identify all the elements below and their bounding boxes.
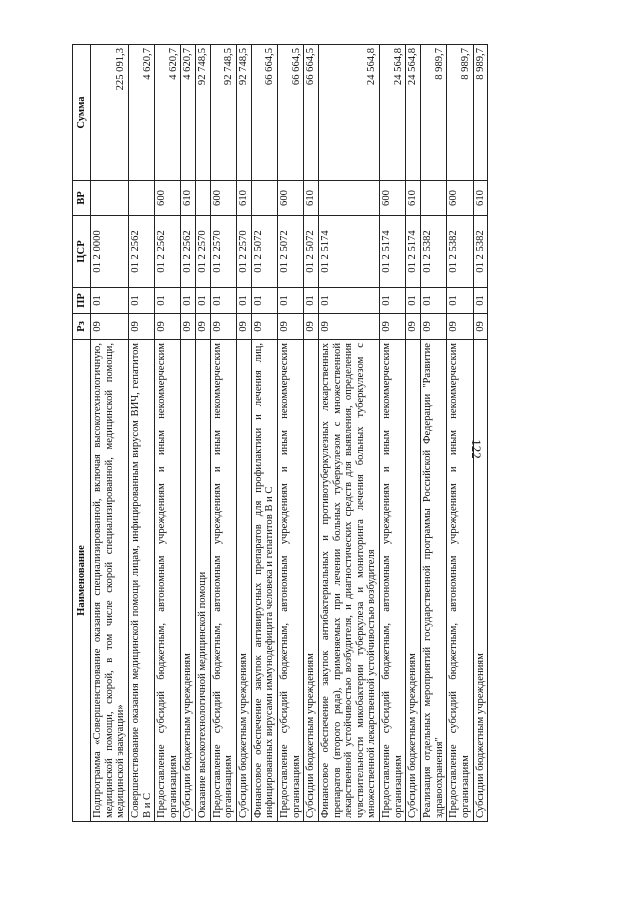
- cell-vr: 610: [181, 181, 196, 216]
- cell-sum: 225 091,3: [91, 45, 129, 181]
- table-header-row: [73, 45, 91, 822]
- cell-name: Подпрограмма «Совершенствование оказания специализированной, включая высокотехнологичную, медицинской помощи, скорой, в том числе скорой специализированной, медицинской помощи, медицинской эвакуации»: [91, 340, 129, 822]
- cell-pr: 01: [447, 288, 473, 314]
- cell-csr: 01 2 5072: [304, 216, 319, 288]
- cell-pr: 01: [181, 288, 196, 314]
- cell-pr: 01: [421, 288, 447, 314]
- cell-csr: 01 2 5382: [447, 216, 473, 288]
- cell-sum: 66 664,5: [251, 45, 277, 181]
- table-row: [237, 45, 252, 822]
- table-row: [318, 45, 379, 822]
- table-row: [196, 45, 211, 822]
- page-number: 122: [469, 439, 484, 459]
- header-csr: ЦСР: [73, 216, 91, 288]
- cell-sum: 24 564,8: [406, 45, 421, 181]
- cell-sum: 8 989,7: [421, 45, 447, 181]
- cell-pr: 01: [155, 288, 181, 314]
- table-row: [380, 45, 406, 822]
- cell-rz: 09: [196, 314, 211, 340]
- cell-rz: 09: [128, 314, 154, 340]
- cell-pr: 01: [237, 288, 252, 314]
- cell-sum: 92 748,5: [237, 45, 252, 181]
- cell-rz: 09: [421, 314, 447, 340]
- cell-name: Реализация отдельных мероприятий государственной программы Российской Федерации "Развитие здравоохранения": [421, 340, 447, 822]
- cell-rz: 09: [91, 314, 129, 340]
- cell-sum: 92 748,5: [196, 45, 211, 181]
- cell-csr: 01 2 5382: [473, 216, 488, 288]
- rotated-table-container: [72, 45, 550, 822]
- table-row: [421, 45, 447, 822]
- cell-rz: 09: [304, 314, 319, 340]
- cell-rz: 09: [406, 314, 421, 340]
- cell-name: Предоставление субсидий бюджетным, автономным учреждениям и иным некоммерческим организациям: [155, 340, 181, 822]
- cell-pr: 01: [304, 288, 319, 314]
- header-sum: Сумма: [73, 45, 91, 181]
- cell-vr: 610: [237, 181, 252, 216]
- cell-name: Субсидии бюджетным учреждениям: [181, 340, 196, 822]
- cell-rz: 09: [447, 314, 473, 340]
- table-row: [155, 45, 181, 822]
- cell-rz: 09: [155, 314, 181, 340]
- cell-vr: [196, 181, 211, 216]
- cell-csr: 01 2 5174: [318, 216, 379, 288]
- cell-vr: [251, 181, 277, 216]
- cell-csr: 01 2 2570: [196, 216, 211, 288]
- cell-vr: 610: [304, 181, 319, 216]
- cell-sum: 24 564,8: [380, 45, 406, 181]
- cell-sum: 66 664,5: [304, 45, 319, 181]
- cell-sum: 4 620,7: [181, 45, 196, 181]
- cell-vr: [421, 181, 447, 216]
- table-row: [128, 45, 154, 822]
- cell-name: Финансовое обеспечение закупок антибактериальных и противотуберкулезных лекарственных препаратов (второго ряда), применяемых при лечении больных туберкулезом с множественной лекарственной устойчивостью возбудителя, и диагностических средств для выявления, определения чувствительности микобактерии туберкулеза и мониторинга лечения больных туберкулезом с множественной лекарственной устойчивостью возбудителя: [318, 340, 379, 822]
- cell-sum: 4 620,7: [128, 45, 154, 181]
- header-vr: ВР: [73, 181, 91, 216]
- header-pr: ПР: [73, 288, 91, 314]
- cell-csr: 01 2 5174: [406, 216, 421, 288]
- cell-csr: 01 2 2570: [210, 216, 236, 288]
- cell-name: Оказание высокотехнологичной медицинской помощи: [196, 340, 211, 822]
- cell-pr: 01: [128, 288, 154, 314]
- cell-name: Предоставление субсидий бюджетным, автономным учреждениям и иным некоммерческим организациям: [277, 340, 303, 822]
- cell-pr: 01: [251, 288, 277, 314]
- cell-pr: 01: [318, 288, 379, 314]
- cell-rz: 09: [181, 314, 196, 340]
- cell-vr: 600: [447, 181, 473, 216]
- table-row: [447, 45, 473, 822]
- cell-name: Предоставление субсидий бюджетным, автономным учреждениям и иным некоммерческим организациям: [210, 340, 236, 822]
- cell-rz: 09: [210, 314, 236, 340]
- cell-vr: 600: [210, 181, 236, 216]
- cell-csr: 01 2 2562: [155, 216, 181, 288]
- cell-sum: 4 620,7: [155, 45, 181, 181]
- table-row: [210, 45, 236, 822]
- table-row: [181, 45, 196, 822]
- cell-name: Финансовое обеспечение закупок антивирусных препаратов для профилактики и лечения лиц, инфицированных вирусами иммунодефицита человека и гепатитов В и С: [251, 340, 277, 822]
- cell-vr: [91, 181, 129, 216]
- cell-name: Субсидии бюджетным учреждениям: [304, 340, 319, 822]
- cell-vr: [128, 181, 154, 216]
- budget-table: [72, 44, 488, 822]
- cell-sum: 8 989,7: [447, 45, 473, 181]
- table-row: [406, 45, 421, 822]
- cell-name: Совершенствование оказания медицинской помощи лицам, инфицированным вирусом ВИЧ, гепатитом В и С: [128, 340, 154, 822]
- cell-vr: 600: [155, 181, 181, 216]
- cell-csr: 01 2 2562: [181, 216, 196, 288]
- cell-sum: 8 989,7: [473, 45, 488, 181]
- cell-pr: 01: [380, 288, 406, 314]
- cell-csr: 01 2 5382: [421, 216, 447, 288]
- cell-sum: 66 664,5: [277, 45, 303, 181]
- cell-csr: 01 2 0000: [91, 216, 129, 288]
- table-row: [473, 45, 488, 822]
- cell-pr: 01: [473, 288, 488, 314]
- table-body: [91, 45, 488, 822]
- cell-rz: 09: [277, 314, 303, 340]
- cell-name: Субсидии бюджетным учреждениям: [237, 340, 252, 822]
- cell-rz: 09: [237, 314, 252, 340]
- cell-vr: 600: [277, 181, 303, 216]
- cell-csr: 01 2 5072: [277, 216, 303, 288]
- cell-csr: 01 2 5174: [380, 216, 406, 288]
- table-row: [251, 45, 277, 822]
- table-row: [304, 45, 319, 822]
- cell-rz: 09: [251, 314, 277, 340]
- cell-vr: 610: [473, 181, 488, 216]
- cell-rz: 09: [318, 314, 379, 340]
- cell-name: Предоставление субсидий бюджетным, автономным учреждениям и иным некоммерческим организациям: [380, 340, 406, 822]
- cell-name: Субсидии бюджетным учреждениям: [473, 340, 488, 822]
- cell-vr: 610: [406, 181, 421, 216]
- cell-pr: 01: [91, 288, 129, 314]
- table-row: [277, 45, 303, 822]
- cell-rz: 09: [380, 314, 406, 340]
- cell-sum: 92 748,5: [210, 45, 236, 181]
- header-name: Наименование: [73, 340, 91, 822]
- cell-sum: 24 564,8: [318, 45, 379, 181]
- cell-vr: 600: [380, 181, 406, 216]
- header-rz: Рз: [73, 314, 91, 340]
- cell-name: Субсидии бюджетным учреждениям: [406, 340, 421, 822]
- cell-csr: 01 2 5072: [251, 216, 277, 288]
- cell-pr: 01: [277, 288, 303, 314]
- cell-csr: 01 2 2562: [128, 216, 154, 288]
- cell-pr: 01: [406, 288, 421, 314]
- cell-pr: 01: [210, 288, 236, 314]
- table-row: [91, 45, 129, 822]
- cell-name: Предоставление субсидий бюджетным, автономным учреждениям и иным некоммерческим организациям: [447, 340, 473, 822]
- cell-rz: 09: [473, 314, 488, 340]
- cell-pr: 01: [196, 288, 211, 314]
- cell-vr: [318, 181, 379, 216]
- cell-csr: 01 2 2570: [237, 216, 252, 288]
